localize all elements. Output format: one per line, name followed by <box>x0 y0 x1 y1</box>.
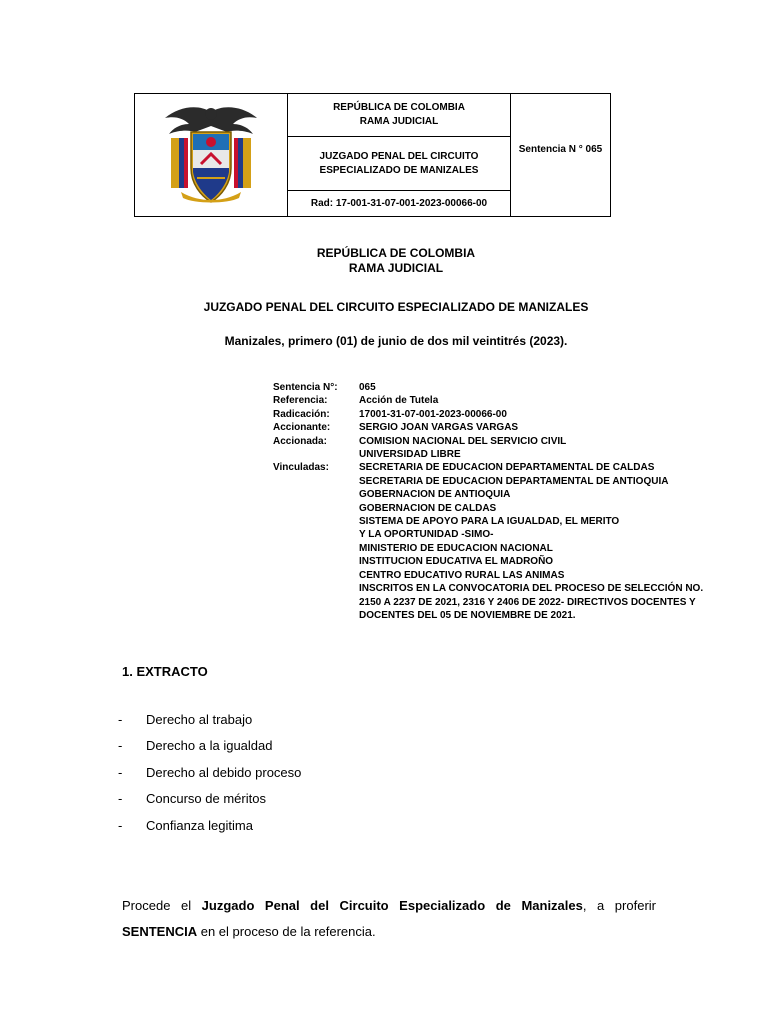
list-item-text: Derecho al trabajo <box>146 711 253 727</box>
metadata-label <box>273 528 359 541</box>
header-table <box>134 93 611 217</box>
para-court-name: Juzgado Penal del Circuito Especializado de Manizales <box>201 898 583 913</box>
metadata-row <box>273 609 703 622</box>
header-radicado: Rad: 17-001-31-07-001-2023-00066-00 <box>310 197 488 209</box>
list-item-text: Confianza legitima <box>146 817 253 833</box>
title-date: Manizales, primero (01) de junio de dos mil veintitrés (2023). <box>224 334 568 348</box>
metadata-row <box>273 515 703 528</box>
intro-paragraph <box>122 893 656 945</box>
metadata-label <box>273 515 359 528</box>
metadata-label <box>273 582 359 595</box>
metadata-label <box>273 596 359 609</box>
metadata-value: GOBERNACION DE ANTIOQUIA <box>359 489 511 501</box>
metadata-row <box>273 475 703 488</box>
list-item-text: Derecho al debido proceso <box>146 764 302 780</box>
metadata-row <box>273 555 703 568</box>
list-item <box>118 733 301 760</box>
metadata-label: Accionada: <box>273 435 327 447</box>
metadata-label: Referencia: <box>273 395 328 407</box>
metadata-value: Y LA OPORTUNIDAD -SIMO- <box>359 529 494 541</box>
header-republic: REPÚBLICA DE COLOMBIA <box>333 102 465 113</box>
coat-of-arms-icon <box>161 102 261 206</box>
coat-of-arms-cell <box>135 94 288 217</box>
metadata-row <box>273 542 703 555</box>
list-item <box>118 706 301 733</box>
metadata-label: Vinculadas: <box>273 462 329 474</box>
metadata-row <box>273 435 703 448</box>
metadata-value: 17001-31-07-001-2023-00066-00 <box>359 408 507 420</box>
metadata-row <box>273 408 703 421</box>
header-sentencia-cell <box>511 94 611 217</box>
metadata-row <box>273 528 703 541</box>
metadata-value: 065 <box>359 382 376 393</box>
header-republic-cell <box>288 94 511 137</box>
metadata-label <box>273 448 359 461</box>
header-sentencia: Sentencia N ° 065 <box>518 144 603 155</box>
header-branch: RAMA JUDICIAL <box>359 116 439 127</box>
title-branch: RAMA JUDICIAL <box>348 261 444 275</box>
title-republic: REPÚBLICA DE COLOMBIA <box>316 246 476 260</box>
bullet-dash: - <box>118 764 123 780</box>
metadata-row <box>273 488 703 501</box>
list-item-text: Concurso de méritos <box>146 791 266 807</box>
metadata-value: MINISTERIO DE EDUCACION NACIONAL <box>359 542 553 554</box>
bullet-dash: - <box>118 817 123 833</box>
metadata-label: Sentencia N°: <box>273 382 338 393</box>
metadata-row <box>273 394 703 407</box>
header-radicado-cell <box>288 191 511 217</box>
extract-list <box>118 706 301 839</box>
metadata-value: SECRETARIA DE EDUCACION DEPARTAMENTAL DE CALDAS <box>359 462 655 474</box>
metadata-value: SERGIO JOAN VARGAS VARGAS <box>359 422 519 434</box>
metadata-value: GOBERNACION DE CALDAS <box>359 502 497 514</box>
para-text-3: en el proceso de la referencia. <box>197 924 376 939</box>
bullet-dash: - <box>118 738 123 754</box>
para-text-2: , a proferir <box>582 898 656 913</box>
metadata-value: Acción de Tutela <box>359 395 439 407</box>
metadata-value: INSTITUCION EDUCATIVA EL MADROÑO <box>359 556 554 568</box>
header-court-line1: JUZGADO PENAL DEL CIRCUITO <box>319 150 479 162</box>
header-court-line2: ESPECIALIZADO DE MANIZALES <box>319 164 479 176</box>
list-item-text: Derecho a la igualdad <box>146 738 273 754</box>
metadata-label <box>273 488 359 501</box>
metadata-value: COMISION NACIONAL DEL SERVICIO CIVIL <box>359 435 567 447</box>
list-item <box>118 786 301 813</box>
metadata-value: SISTEMA DE APOYO PARA LA IGUALDAD, EL MERITO <box>359 516 620 528</box>
metadata-label <box>273 542 359 555</box>
metadata-value: CENTRO EDUCATIVO RURAL LAS ANIMAS <box>359 569 565 581</box>
metadata-label <box>273 609 359 622</box>
metadata-row <box>273 461 703 474</box>
metadata-row <box>273 381 703 394</box>
metadata-label <box>273 555 359 568</box>
metadata-label: Radicación: <box>273 408 330 420</box>
para-sentencia: SENTENCIA <box>122 924 198 939</box>
metadata-label <box>273 502 359 515</box>
metadata-row <box>273 582 703 595</box>
metadata-row <box>273 448 703 461</box>
section-title: 1. EXTRACTO <box>122 664 208 679</box>
para-text-1: Procede el <box>122 898 202 913</box>
case-metadata <box>273 381 703 622</box>
metadata-label <box>273 569 359 582</box>
list-item <box>118 759 301 786</box>
metadata-label: Accionante: <box>273 422 331 434</box>
metadata-value: SECRETARIA DE EDUCACION DEPARTAMENTAL DE ANTIOQUIA <box>359 475 669 487</box>
bullet-dash: - <box>118 711 123 727</box>
metadata-value: 2150 A 2237 DE 2021, 2316 Y 2406 DE 2022- DIRECTIVOS DOCENTES Y <box>359 596 696 608</box>
metadata-label <box>273 475 359 488</box>
title-court: JUZGADO PENAL DEL CIRCUITO ESPECIALIZADO DE MANIZALES <box>203 300 589 314</box>
bullet-dash: - <box>118 791 123 807</box>
metadata-value: DOCENTES DEL 05 DE NOVIEMBRE DE 2021. <box>359 609 576 621</box>
metadata-row <box>273 421 703 434</box>
metadata-row <box>273 569 703 582</box>
metadata-value: UNIVERSIDAD LIBRE <box>359 449 461 461</box>
header-court-cell <box>288 137 511 191</box>
metadata-row <box>273 596 703 609</box>
metadata-row <box>273 502 703 515</box>
metadata-value: INSCRITOS EN LA CONVOCATORIA DEL PROCESO DE SELECCIÓN NO. <box>359 583 704 595</box>
list-item <box>118 812 301 839</box>
